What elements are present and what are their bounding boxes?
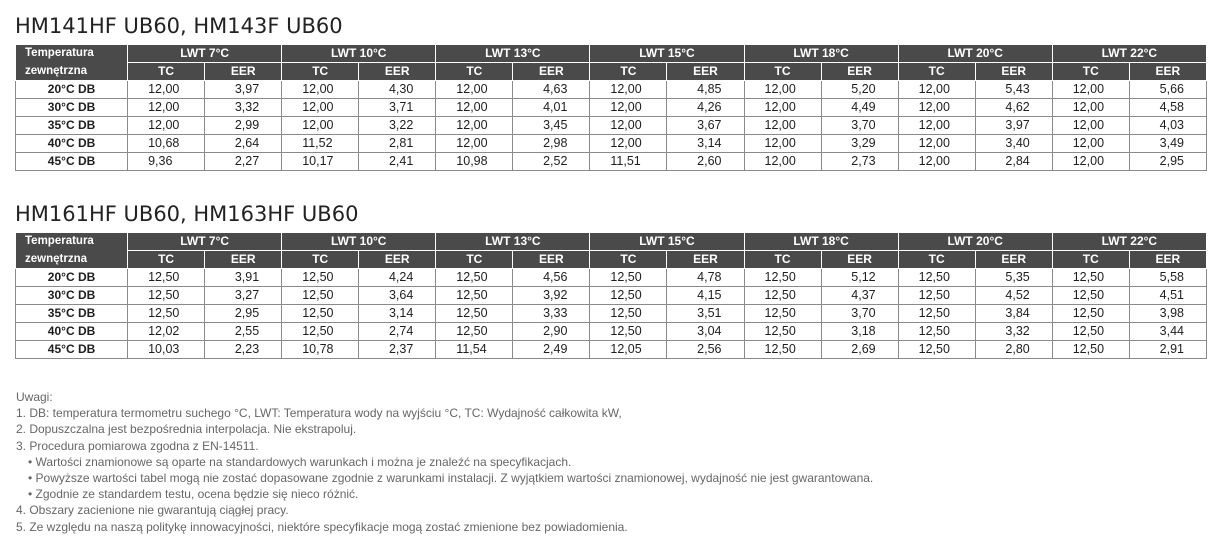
cell-value: 11,51 bbox=[590, 153, 667, 171]
cell-value: 12,50 bbox=[898, 305, 975, 323]
group-header: LWT 22°C bbox=[1052, 233, 1206, 251]
cell-value: 12,50 bbox=[590, 305, 667, 323]
cell-value: 4,24 bbox=[359, 269, 436, 287]
eer-header: EER bbox=[667, 251, 744, 269]
cell-value: 12,00 bbox=[128, 117, 205, 135]
cell-value: 12,50 bbox=[744, 305, 821, 323]
cell-value: 12,50 bbox=[1052, 287, 1129, 305]
note-line: 4. Obszary zacienione nie gwarantują ciągłej pracy. bbox=[16, 503, 289, 518]
cell-value: 12,50 bbox=[898, 323, 975, 341]
eer-header: EER bbox=[821, 251, 898, 269]
cell-value: 12,00 bbox=[898, 135, 975, 153]
cell-value: 12,50 bbox=[128, 269, 205, 287]
cell-value: 9,36 bbox=[128, 153, 205, 171]
cell-value: 3,71 bbox=[359, 99, 436, 117]
cell-value: 12,50 bbox=[744, 323, 821, 341]
tc-header: TC bbox=[1052, 63, 1129, 81]
group-header: LWT 7°C bbox=[128, 233, 282, 251]
tc-header: TC bbox=[436, 63, 513, 81]
cell-value: 4,30 bbox=[359, 81, 436, 99]
table-row bbox=[16, 341, 1207, 359]
eer-header: EER bbox=[205, 63, 282, 81]
cell-value: 12,00 bbox=[590, 81, 667, 99]
cell-value: 3,44 bbox=[1129, 323, 1206, 341]
cell-value: 12,00 bbox=[282, 99, 359, 117]
cell-value: 5,12 bbox=[821, 269, 898, 287]
table-row bbox=[16, 135, 1207, 153]
tc-header: TC bbox=[898, 251, 975, 269]
group-header: LWT 20°C bbox=[898, 233, 1052, 251]
cell-value: 12,50 bbox=[590, 269, 667, 287]
row-label: 20°C DB bbox=[16, 269, 128, 287]
cell-value: 10,78 bbox=[282, 341, 359, 359]
cell-value: 12,00 bbox=[590, 99, 667, 117]
cell-value: 4,01 bbox=[513, 99, 590, 117]
cell-value: 12,00 bbox=[1052, 81, 1129, 99]
cell-value: 3,04 bbox=[667, 323, 744, 341]
row-label: 40°C DB bbox=[16, 323, 128, 341]
cell-value: 3,45 bbox=[513, 117, 590, 135]
cell-value: 12,50 bbox=[282, 305, 359, 323]
cell-value: 12,50 bbox=[128, 305, 205, 323]
eer-header: EER bbox=[205, 251, 282, 269]
cell-value: 3,64 bbox=[359, 287, 436, 305]
cell-value: 2,56 bbox=[667, 341, 744, 359]
row-label: 45°C DB bbox=[16, 153, 128, 171]
group-header: LWT 18°C bbox=[744, 45, 898, 63]
cell-value: 2,73 bbox=[821, 153, 898, 171]
performance-table bbox=[15, 44, 1207, 171]
group-header: LWT 7°C bbox=[128, 45, 282, 63]
cell-value: 12,00 bbox=[282, 81, 359, 99]
cell-value: 3,49 bbox=[1129, 135, 1206, 153]
cell-value: 12,50 bbox=[590, 287, 667, 305]
cell-value: 5,35 bbox=[975, 269, 1052, 287]
cell-value: 2,37 bbox=[359, 341, 436, 359]
cell-value: 10,17 bbox=[282, 153, 359, 171]
cell-value: 2,69 bbox=[821, 341, 898, 359]
cell-value: 3,84 bbox=[975, 305, 1052, 323]
cell-value: 2,27 bbox=[205, 153, 282, 171]
note-line: 2. Dopuszczalna jest bezpośrednia interpolacja. Nie ekstrapoluj. bbox=[16, 422, 357, 437]
cell-value: 2,90 bbox=[513, 323, 590, 341]
tc-header: TC bbox=[1052, 251, 1129, 269]
cell-value: 4,15 bbox=[667, 287, 744, 305]
eer-header: EER bbox=[1129, 63, 1206, 81]
performance-table bbox=[15, 232, 1207, 359]
cell-value: 12,00 bbox=[898, 81, 975, 99]
group-header: LWT 10°C bbox=[282, 233, 436, 251]
cell-value: 4,49 bbox=[821, 99, 898, 117]
cell-value: 2,23 bbox=[205, 341, 282, 359]
cell-value: 3,92 bbox=[513, 287, 590, 305]
cell-value: 3,14 bbox=[359, 305, 436, 323]
row-label: 20°C DB bbox=[16, 81, 128, 99]
table-title: HM161HF UB60, HM163HF UB60 bbox=[15, 202, 359, 226]
cell-value: 12,50 bbox=[436, 287, 513, 305]
row-label: 35°C DB bbox=[16, 305, 128, 323]
cell-value: 12,00 bbox=[436, 135, 513, 153]
cell-value: 4,03 bbox=[1129, 117, 1206, 135]
cell-value: 3,98 bbox=[1129, 305, 1206, 323]
cell-value: 12,50 bbox=[282, 287, 359, 305]
table-row bbox=[16, 99, 1207, 117]
cell-value: 12,50 bbox=[282, 269, 359, 287]
cell-value: 12,00 bbox=[590, 117, 667, 135]
cell-value: 2,81 bbox=[359, 135, 436, 153]
cell-value: 12,00 bbox=[590, 135, 667, 153]
cell-value: 4,85 bbox=[667, 81, 744, 99]
cell-value: 12,50 bbox=[898, 287, 975, 305]
cell-value: 3,51 bbox=[667, 305, 744, 323]
cell-value: 12,00 bbox=[128, 99, 205, 117]
cell-value: 2,64 bbox=[205, 135, 282, 153]
tc-header: TC bbox=[590, 63, 667, 81]
table-row bbox=[16, 323, 1207, 341]
cell-value: 3,70 bbox=[821, 117, 898, 135]
cell-value: 12,00 bbox=[1052, 99, 1129, 117]
row-label: 35°C DB bbox=[16, 117, 128, 135]
group-header: LWT 10°C bbox=[282, 45, 436, 63]
cell-value: 12,00 bbox=[744, 99, 821, 117]
eer-header: EER bbox=[513, 63, 590, 81]
cell-value: 12,00 bbox=[1052, 117, 1129, 135]
cell-value: 3,32 bbox=[975, 323, 1052, 341]
cell-value: 2,84 bbox=[975, 153, 1052, 171]
cell-value: 5,43 bbox=[975, 81, 1052, 99]
cell-value: 12,00 bbox=[898, 117, 975, 135]
note-line: 5. Ze względu na naszą politykę innowacyjności, niektóre specyfikacje mogą zostać zmienione bez powiadomienia. bbox=[16, 519, 628, 534]
table-section-2 bbox=[15, 200, 1207, 359]
tc-header: TC bbox=[898, 63, 975, 81]
cell-value: 3,40 bbox=[975, 135, 1052, 153]
cell-value: 5,58 bbox=[1129, 269, 1206, 287]
cell-value: 12,50 bbox=[744, 287, 821, 305]
cell-value: 3,67 bbox=[667, 117, 744, 135]
cell-value: 12,50 bbox=[282, 323, 359, 341]
cell-value: 3,27 bbox=[205, 287, 282, 305]
group-header: LWT 15°C bbox=[590, 45, 744, 63]
cell-value: 4,37 bbox=[821, 287, 898, 305]
row-header: Temperatura bbox=[16, 45, 128, 63]
cell-value: 12,50 bbox=[590, 323, 667, 341]
eer-header: EER bbox=[359, 63, 436, 81]
cell-value: 10,03 bbox=[128, 341, 205, 359]
note-line: 3. Procedura pomiarowa zgodna z EN-14511. bbox=[16, 438, 259, 453]
cell-value: 2,41 bbox=[359, 153, 436, 171]
cell-value: 12,00 bbox=[1052, 153, 1129, 171]
eer-header: EER bbox=[1129, 251, 1206, 269]
table-row bbox=[16, 117, 1207, 135]
cell-value: 3,14 bbox=[667, 135, 744, 153]
row-label: 45°C DB bbox=[16, 341, 128, 359]
table-row bbox=[16, 269, 1207, 287]
cell-value: 3,33 bbox=[513, 305, 590, 323]
eer-header: EER bbox=[975, 63, 1052, 81]
eer-header: EER bbox=[975, 251, 1052, 269]
cell-value: 3,32 bbox=[205, 99, 282, 117]
cell-value: 12,50 bbox=[436, 269, 513, 287]
cell-value: 10,68 bbox=[128, 135, 205, 153]
group-header: LWT 15°C bbox=[590, 233, 744, 251]
cell-value: 12,00 bbox=[436, 117, 513, 135]
table-row bbox=[16, 287, 1207, 305]
table-row bbox=[16, 81, 1207, 99]
group-header: LWT 20°C bbox=[898, 45, 1052, 63]
cell-value: 2,95 bbox=[1129, 153, 1206, 171]
cell-value: 2,98 bbox=[513, 135, 590, 153]
cell-value: 12,50 bbox=[898, 269, 975, 287]
group-header: LWT 22°C bbox=[1052, 45, 1206, 63]
tc-header: TC bbox=[282, 63, 359, 81]
cell-value: 12,02 bbox=[128, 323, 205, 341]
table-section-1 bbox=[15, 12, 1207, 171]
row-label: 30°C DB bbox=[16, 99, 128, 117]
table-row bbox=[16, 153, 1207, 171]
note-line: • Powyższe wartości tabel mogą nie zostać dopasowane zgodnie z warunkami instalacji. Z wyjątkiem wartości znamionowej, wydajność nie jest gwarantowana. bbox=[28, 471, 874, 486]
tc-header: TC bbox=[590, 251, 667, 269]
cell-value: 5,66 bbox=[1129, 81, 1206, 99]
cell-value: 2,60 bbox=[667, 153, 744, 171]
note-line: • Zgodnie ze standardem testu, ocena będzie się nieco różnić. bbox=[28, 487, 359, 502]
cell-value: 12,50 bbox=[436, 323, 513, 341]
cell-value: 12,50 bbox=[1052, 341, 1129, 359]
cell-value: 12,00 bbox=[744, 153, 821, 171]
cell-value: 12,50 bbox=[1052, 305, 1129, 323]
cell-value: 3,70 bbox=[821, 305, 898, 323]
cell-value: 12,50 bbox=[744, 341, 821, 359]
cell-value: 11,54 bbox=[436, 341, 513, 359]
group-header: LWT 18°C bbox=[744, 233, 898, 251]
tc-header: TC bbox=[744, 251, 821, 269]
eer-header: EER bbox=[667, 63, 744, 81]
cell-value: 11,52 bbox=[282, 135, 359, 153]
cell-value: 4,62 bbox=[975, 99, 1052, 117]
cell-value: 2,49 bbox=[513, 341, 590, 359]
row-header: zewnętrzna bbox=[16, 251, 128, 269]
row-label: 30°C DB bbox=[16, 287, 128, 305]
table-row bbox=[16, 305, 1207, 323]
cell-value: 12,00 bbox=[436, 99, 513, 117]
row-label: 40°C DB bbox=[16, 135, 128, 153]
group-header: LWT 13°C bbox=[436, 45, 590, 63]
cell-value: 2,99 bbox=[205, 117, 282, 135]
eer-header: EER bbox=[513, 251, 590, 269]
group-header: LWT 13°C bbox=[436, 233, 590, 251]
cell-value: 3,97 bbox=[205, 81, 282, 99]
row-header: Temperatura bbox=[16, 233, 128, 251]
cell-value: 12,50 bbox=[744, 269, 821, 287]
tc-header: TC bbox=[128, 251, 205, 269]
cell-value: 10,98 bbox=[436, 153, 513, 171]
cell-value: 2,91 bbox=[1129, 341, 1206, 359]
cell-value: 12,00 bbox=[282, 117, 359, 135]
eer-header: EER bbox=[821, 63, 898, 81]
notes-heading: Uwagi: bbox=[16, 390, 53, 404]
cell-value: 4,26 bbox=[667, 99, 744, 117]
cell-value: 12,00 bbox=[1052, 135, 1129, 153]
cell-value: 2,55 bbox=[205, 323, 282, 341]
tc-header: TC bbox=[436, 251, 513, 269]
tc-header: TC bbox=[744, 63, 821, 81]
tc-header: TC bbox=[282, 251, 359, 269]
cell-value: 2,95 bbox=[205, 305, 282, 323]
cell-value: 4,78 bbox=[667, 269, 744, 287]
cell-value: 4,56 bbox=[513, 269, 590, 287]
row-header: zewnętrzna bbox=[16, 63, 128, 81]
cell-value: 12,00 bbox=[744, 135, 821, 153]
cell-value: 2,80 bbox=[975, 341, 1052, 359]
cell-value: 12,00 bbox=[744, 117, 821, 135]
cell-value: 4,58 bbox=[1129, 99, 1206, 117]
cell-value: 12,00 bbox=[898, 99, 975, 117]
cell-value: 4,51 bbox=[1129, 287, 1206, 305]
cell-value: 12,00 bbox=[898, 153, 975, 171]
cell-value: 12,50 bbox=[1052, 323, 1129, 341]
cell-value: 3,97 bbox=[975, 117, 1052, 135]
tc-header: TC bbox=[128, 63, 205, 81]
cell-value: 12,00 bbox=[128, 81, 205, 99]
cell-value: 12,50 bbox=[1052, 269, 1129, 287]
notes bbox=[16, 389, 873, 535]
note-line: 1. DB: temperatura termometru suchego °C, LWT: Temperatura wody na wyjściu °C, TC: Wydajność całkowita kW, bbox=[16, 406, 622, 421]
cell-value: 4,63 bbox=[513, 81, 590, 99]
cell-value: 3,29 bbox=[821, 135, 898, 153]
cell-value: 2,74 bbox=[359, 323, 436, 341]
cell-value: 3,91 bbox=[205, 269, 282, 287]
cell-value: 12,50 bbox=[898, 341, 975, 359]
table-title: HM141HF UB60, HM143F UB60 bbox=[15, 14, 343, 38]
cell-value: 12,50 bbox=[128, 287, 205, 305]
eer-header: EER bbox=[359, 251, 436, 269]
note-line: • Wartości znamionowe są oparte na standardowych warunkach i można je znaleźć na specyfikacjach. bbox=[28, 454, 572, 469]
cell-value: 12,05 bbox=[590, 341, 667, 359]
cell-value: 12,00 bbox=[744, 81, 821, 99]
cell-value: 4,52 bbox=[975, 287, 1052, 305]
cell-value: 3,18 bbox=[821, 323, 898, 341]
cell-value: 3,22 bbox=[359, 117, 436, 135]
cell-value: 12,50 bbox=[436, 305, 513, 323]
cell-value: 12,00 bbox=[436, 81, 513, 99]
cell-value: 2,52 bbox=[513, 153, 590, 171]
cell-value: 5,20 bbox=[821, 81, 898, 99]
